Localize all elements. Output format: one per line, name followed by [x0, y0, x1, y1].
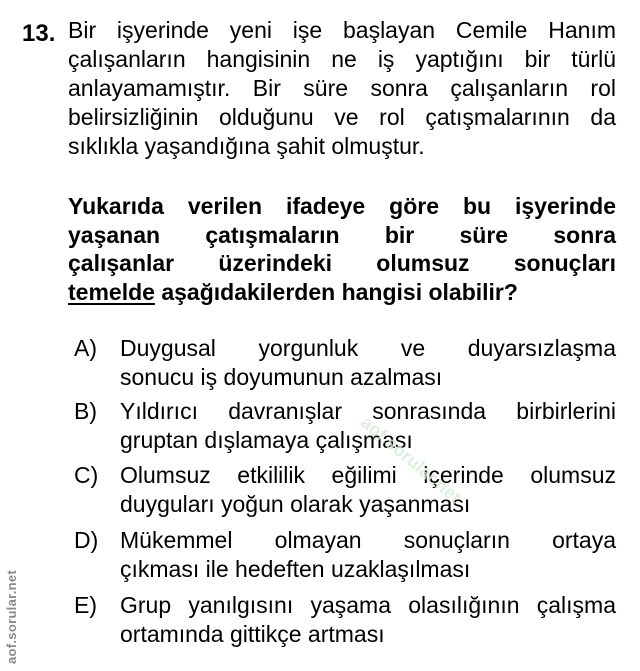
prompt-line: çalışanlar üzerindeki olumsuz sonuçları: [68, 250, 616, 276]
option-letter: C): [74, 462, 99, 488]
option-text: [120, 461, 616, 519]
stem-line: çalışanların hangisinin ne iş yaptığını bir türlü: [68, 46, 616, 72]
stem-line: anlayamamıştır. Bir süre sonra çalışanların rol: [68, 75, 616, 101]
prompt-line: Yukarıda verilen ifadeye göre bu işyerinde: [68, 193, 616, 219]
option-line: Yıldırıcı davranışlar sonrasında birbirlerini: [120, 398, 616, 424]
stem-line: belirsizliğinin olduğunu ve rol çatışmalarının da: [68, 104, 616, 130]
option-line: sonucu iş doyumunun azalması: [120, 364, 443, 390]
stem-line: Bir işyerinde yeni işe başlayan Cemile Hanım: [68, 17, 616, 43]
question-stem: [68, 16, 616, 161]
option-line: çıkması ile hedeften uzaklaşılması: [120, 556, 471, 582]
option-letter: E): [74, 592, 97, 618]
option-line: ortamında gittikçe artması: [120, 621, 385, 647]
option-letter: B): [74, 398, 97, 424]
question-prompt: [68, 192, 616, 306]
option-line: Mükemmel olmayan sonuçların ortaya: [120, 527, 616, 553]
question-number: 13.: [22, 20, 56, 47]
prompt-line-rest: aşağıdakilerden hangisi olabilir?: [154, 278, 518, 305]
watermark-diagonal: aof.sorular.net: [357, 412, 466, 508]
option-letter: A): [74, 335, 97, 361]
emphasis-underlined-word: temelde: [68, 278, 155, 305]
option-text: [120, 526, 616, 584]
option-text: [120, 334, 616, 392]
option-line: gruptan dışlamaya çalışması: [120, 427, 413, 453]
option-line: Grup yanılgısını yaşama olasılığının çalışma: [120, 592, 616, 618]
option-line: Duygusal yorgunluk ve duyarsızlaşma: [120, 335, 616, 361]
option-line: Olumsuz etkililik eğilimi içerinde olumsuz: [120, 462, 616, 488]
option-line: duyguları yoğun olarak yaşanması: [120, 491, 471, 517]
option-text: [120, 591, 616, 649]
option-letter: D): [74, 527, 99, 553]
stem-line: sıklıkla yaşandığına şahit olmuştur.: [68, 133, 425, 159]
prompt-line: yaşanan çatışmaların bir süre sonra: [68, 221, 616, 248]
prompt-line: [68, 278, 616, 307]
watermark-side: aof.sorular.net: [4, 569, 19, 664]
